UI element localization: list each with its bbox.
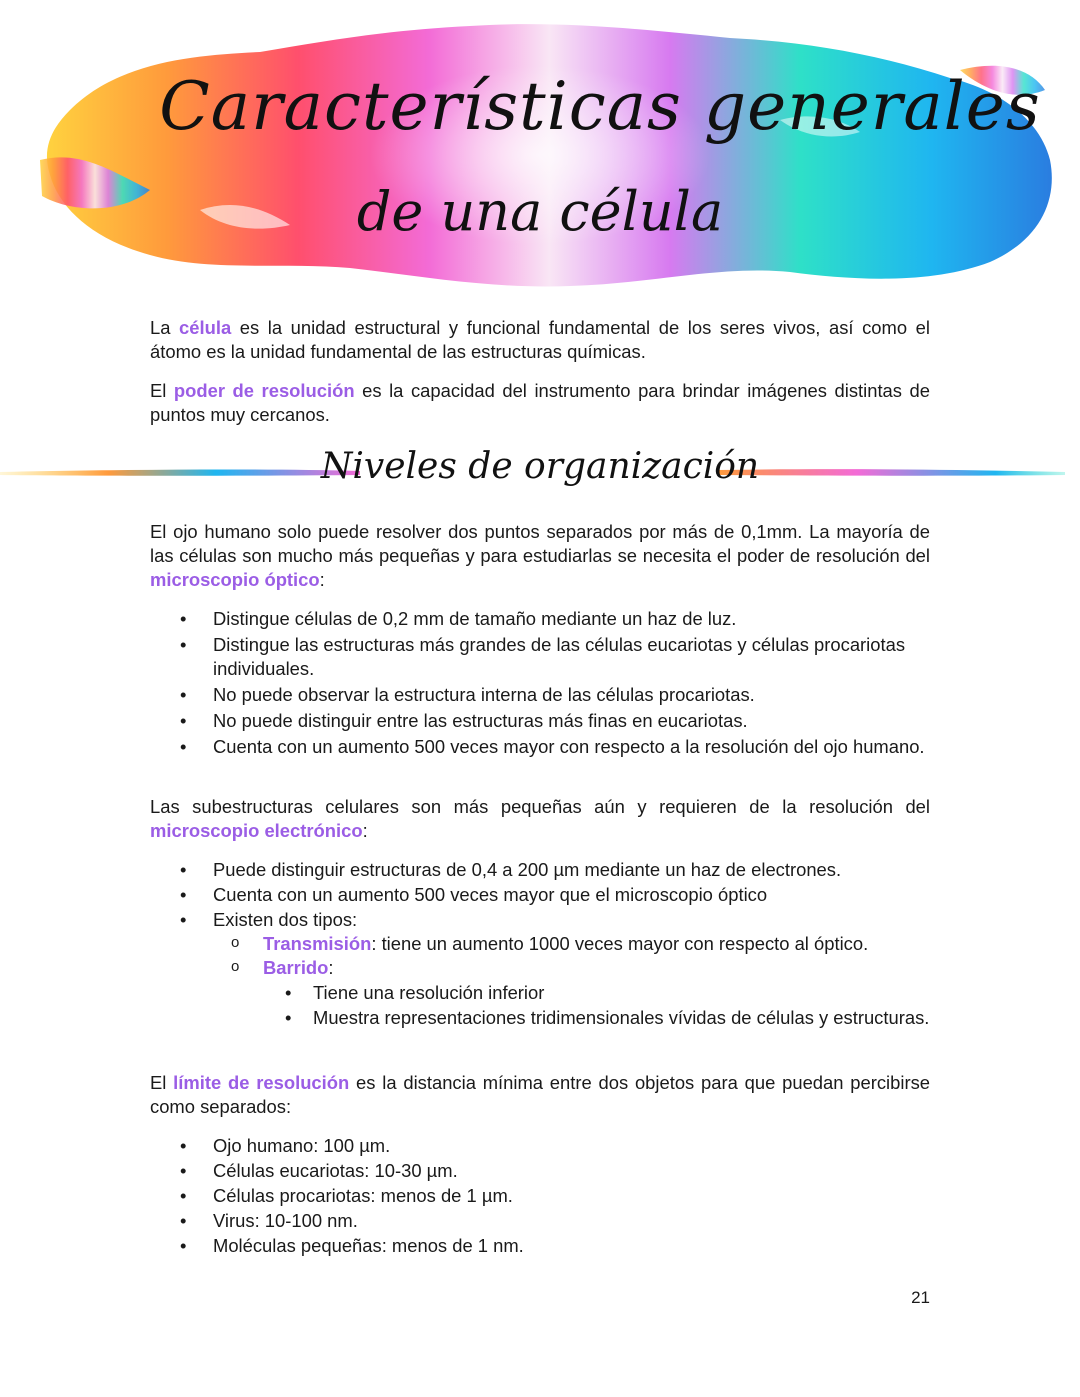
limite-section xyxy=(150,1071,930,1258)
intro-section xyxy=(150,316,930,427)
list-item: • Muestra representaciones tridimensionales vívidas de células y estructuras. xyxy=(263,1006,930,1030)
list-item: • Distingue las estructuras más grandes de las células eucariotas y células procariotas individuales. xyxy=(150,633,930,681)
limite-list xyxy=(150,1134,930,1258)
list-item: • Células eucariotas: 10-30 µm. xyxy=(150,1159,930,1183)
term-microscopio-electronico: microscopio electrónico xyxy=(150,820,363,841)
optico-intro: El ojo humano solo puede resolver dos puntos separados por más de 0,1mm. La mayoría de las células son mucho más pequeñas y para estudiarlas se necesita el poder de resolución del microscopio óptico: xyxy=(150,521,930,590)
page-title-line1: Características generales xyxy=(159,68,1041,145)
electronico-list xyxy=(150,858,930,1030)
list-item: • Moléculas pequeñas: menos de 1 nm. xyxy=(150,1234,930,1258)
list-item: • No puede distinguir entre las estructuras más finas en eucariotas. xyxy=(150,709,930,733)
list-item: • Tiene una resolución inferior xyxy=(263,981,930,1005)
list-item: • Puede distinguir estructuras de 0,4 a 200 µm mediante un haz de electrones. xyxy=(150,858,930,882)
list-item: • Cuenta con un aumento 500 veces mayor con respecto a la resolución del ojo humano. xyxy=(150,735,930,759)
list-item: • Cuenta con un aumento 500 veces mayor que el microscopio óptico xyxy=(150,883,930,907)
optico-section xyxy=(150,520,930,759)
electronico-intro: Las subestructuras celulares son más pequeñas aún y requieren de la resolución del microscopio electrónico: xyxy=(150,796,930,841)
page-title-line2: de una célula xyxy=(356,180,724,243)
intro-paragraph-cell: La célula es la unidad estructural y funcional fundamental de los seres vivos, así como el átomo es la unidad fundamental de las estructuras químicas. xyxy=(150,317,930,362)
tipo-barrido: o Barrido: • Tiene una resolución inferior • Muestra representaciones tridimensionales vívidas de células y estructuras. xyxy=(213,956,930,1030)
list-item: • Existen dos tipos: o Transmisión: tiene un aumento 1000 veces mayor con respecto al óptico. o Barrido: • Tiene una resolución inferior • Muestra representaciones tridimensionales vívidas de células y estructuras. xyxy=(150,908,930,1030)
list-item: • Células procariotas: menos de 1 µm. xyxy=(150,1184,930,1208)
section-title: Niveles de organización xyxy=(320,446,760,487)
watercolor-splash xyxy=(0,0,1080,300)
tipo-transmision: o Transmisión: tiene un aumento 1000 veces mayor con respecto al óptico. xyxy=(213,932,930,956)
term-poder-resolucion: poder de resolución xyxy=(173,380,355,401)
limite-intro: El límite de resolución es la distancia mínima entre dos objetos para que puedan percibirse como separados: xyxy=(150,1072,930,1117)
header-banner xyxy=(0,0,1080,300)
intro-paragraph-resolution: El poder de resolución es la capacidad del instrumento para brindar imágenes distintas de puntos muy cercanos. xyxy=(150,380,930,425)
list-item: • No puede observar la estructura interna de las células procariotas. xyxy=(150,683,930,707)
list-item: • Distingue células de 0,2 mm de tamaño mediante un haz de luz. xyxy=(150,607,930,631)
barrido-list xyxy=(263,981,930,1030)
tipos-list xyxy=(213,932,930,1030)
electronico-section xyxy=(150,795,930,1030)
term-limite-resolucion: límite de resolución xyxy=(173,1072,350,1093)
page-number: 21 xyxy=(911,1288,930,1307)
term-celula: célula xyxy=(179,317,232,338)
optico-list xyxy=(150,607,930,759)
term-microscopio-optico: microscopio óptico xyxy=(150,569,320,590)
list-item: • Virus: 10-100 nm. xyxy=(150,1209,930,1233)
list-item: • Ojo humano: 100 µm. xyxy=(150,1134,930,1158)
